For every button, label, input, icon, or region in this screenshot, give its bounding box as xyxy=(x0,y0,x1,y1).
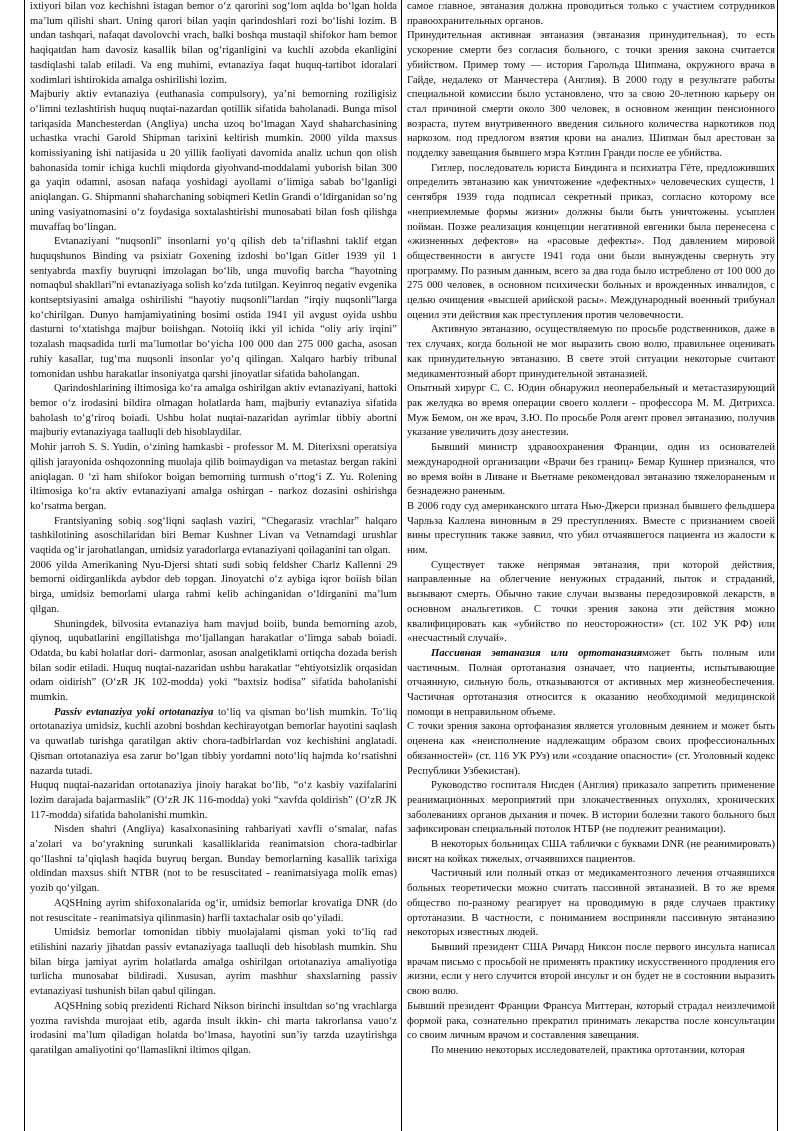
paragraph: Evtanaziyani “nuqsonli” insonlarni yo‘q qilish deb ta’riflashni taklif etgan huquqshunos Binding va psixiatr Goxening izdoshi bo‘lgan Gitler 1939 yil 1 sentyabrda maxfiy buyruqni imzolagan bo‘lib, unga muvofiq barcha “hayotning nomaqbul shakllari”ni evtanaziyaga solish ko‘zda tutilgan. Keyinroq negativ evgenika kontseptsiyasini amalga oshirilishi “hayotiy nuqsonli”lardan “irqiy nuqsonli”larga ko‘chirilgan. Dunyo hamjamiyatining bosimi ostida 1941 yil avgust oyida ushbu dasturni to‘xtatishga majbur boiishgan. Notoiiq ikki yil ichida “oliy ariy irqini” tozalash maqsadida turli ma’lumotlar bo‘yicha 100 000 dan 275 000 gacha, asosan ruhiy kasallar, tug‘ma nuqsonli insonlar yo‘q qilingan. Xalqaro harbiy tribunal tomonidan ushbu harakatlar insoniyatga qarshi jinoyatlar sifatida baholangan. xyxy=(30,236,397,380)
paragraph: Бывший президент США Ричард Никсон после первого инсульта написал врачам письмо с просьбой не применять практику искусственного продления его жизни, если у него случится второй инсульт и он будет не в состоянии выразить свою волю. xyxy=(407,942,775,998)
paragraph xyxy=(30,706,397,780)
uzbek-text-column xyxy=(25,0,402,1131)
paragraph: Гитлер, последователь юриста Биндинга и психиатра Гёте, предложивших определить эвтаназию как уничтожение «дефектных» человеческих существ, 1 сентября 1939 года подписал секретный приказ, согласно которому все «неприемлемые формы жизни» должны были быть уничтожены. усыплен пойман. Позже реализация концепции негативной евгеники была перенесена с «жизненных дефектов» на «расовые дефекты». Под давлением мировой общественности в августе 1941 года они были вынуждены свернуть эту программу. По разным данным, всего за два года было истреблено от 100 000 до 275 000 человек, в основном психически больных и врожденных инвалидов, с целью очищения «высшей арийской расы». Международный военный трибунал оценил эти действия как преступления против человечности. xyxy=(407,162,775,321)
paragraph: Qarindoshlarining iltimosiga ko‘ra amalga oshirilgan aktiv evtanaziyani, hattoki bemor o‘z irodasini bildira olmagan holatlarda ham, majburiy evtanaziya sifatida baholash to‘g‘riroq boiadi. Ushbu holat nuqtai-nazaridan ayrimlar tibbiy abortni majburiy evtanaziyaga taalluqli deb hisoblaydilar. xyxy=(30,383,397,439)
paragraph: AQSHning ayrim shifoxonalarida og‘ir, umidsiz bemorlar krovatiga DNR (do not resuscitate - reanimatsiya qilinmasin) harfli taxtachalar osib qo‘yiladi. xyxy=(30,897,397,924)
paragraph-text: может быть полным или частичным. Полная ортотаназия означает, что пациенты, испытывающие отчаянную, сильную боль, отказываются от активных мер жизнеобеспечения. Частичная ортотаназия относится к оказанию необходимой медицинской помощи в неправильном объеме. xyxy=(407,647,775,718)
paragraph: Активную эвтаназию, осуществляемую по просьбе родственников, даже в тех случаях, когда больной не мог выразить свою волю, правильнее оценивать как принудительную эвтаназию. В свете этой ситуации некоторые считают медикаментозный аборт принудительной эвтаназией. xyxy=(407,324,775,380)
paragraph: Частичный или полный отказ от медикаментозного лечения отчаявшихся больных теоретически можно считать пассивной эвтаназией. В то же время общество по-разному реагирует на проводимую в ряде случаев практику ортотаназии. В частности, с пониманием восприняли пассивную эвтаназию некоторых известных людей. xyxy=(407,868,775,939)
paragraph: Umidsiz bemorlar tomonidan tibbiy muolajalami qisman yoki to‘liq rad etilishini nazariy jihatdan passiv evtanaziyaga taalluqli deb hisoblash mumkin. Shu bilan birga jamiyat ayrim holatlarda amalga oshirilgan ortotanaziya amaliyotiga turlicha munosabat bildiradi. Xususan, ayrim mashhur shaxslarning passiv evtanaziyasi tushunish bilan qabul qilingan. xyxy=(30,927,397,998)
document-page xyxy=(24,0,778,1131)
paragraph: ixtiyori bilan voz kechishni istagan bemor o‘z qarorini sog‘lom aqlda bo‘lgan holda ma’lum qilishi shart. Uning qarori bilan yaqin qarindoshlari rozi bo‘lishi lozim. B undan tashqari, nafaqat davolovchi vrach, balki boshqa mustaqil shifokor ham bemor haqiqatdan ham davosiz kasallik bilan og‘riganligini va kuchli azobda ekanligini tasdiqlashi talab etiladi. Va eng muhimi, evtanaziya faqat huquq-tartibot idoralari xodimlari ishtirokida amalga oshirilishi lozim. xyxy=(30,1,397,86)
russian-text-column xyxy=(402,0,779,1131)
paragraph: Shuningdek, bilvosita evtanaziya ham mavjud boiib, bunda bemorning azob, qiynoq, uqubatlarini engillatishga mo‘ljallangan harakatlar o‘limga sabab boiadi. Odatda, bu kabi holatlar dori- darmonlar, asosan analgetiklami ortiqcha dozada berish bilan sodir etiladi. Huquq nuqtai-nazaridan ushbu harakatlar “ehtiyotsizlik orqasidan odam oidirish” (O‘zR JK 102-modda) yoki “baxtsiz hodisa” sifatida baholanishi mumkin. xyxy=(30,618,397,704)
paragraph: Руководство госпиталя Нисден (Англия) приказало запретить применение реанимационных мероприятий при злокачественных опухолях, хронических заболеваниях органов дыхания и почек. В истории болезни такого больного был зафиксирован специальный потолок НТБР (не подлежит реанимации). xyxy=(407,780,775,836)
paragraph: Frantsiyaning sobiq sog‘liqni saqlash vaziri, “Chegarasiz vrachlar” halqaro tashkilotining asoschilaridan biri Bemar Kushner Livan va Vetnamdagi urushlar vaqtida og‘ir jarohatlangan, umidsiz yaradorlarga evtanaziyani qoilaganini tan olgan. xyxy=(30,515,397,557)
term-heading: Пассивная эвтаназия или ортотаназия xyxy=(431,647,643,659)
paragraph: Опытный хирург С. С. Юдин обнаружил неоперабельный и метастазирующий рак желудка во время операции своего коллеги - профессора М. М. Дитрихса. Муж Бемом, он же врач, З.Ю. По просьбе Роля агент провел эвтаназию, получив указание увеличить дозу анестезии. xyxy=(407,383,775,439)
paragraph-text: to‘liq va qisman bo‘lish mumkin. To‘liq ortotanaziya umidsiz, kuchli azobni boshdan kechirayotgan bemorlar hayotini saqlash va quwatlab turishga qaratilgan aktiv chora-tadbirlardan voz kechishini anglatadi. Qisman ortotanaziya esa zarur bo‘lgan tibbiy yordamni noto‘liq hajmda ko‘rsatishni nazarda tutadi. xyxy=(30,706,397,777)
paragraph: Nisden shahri (Angliya) kasalxonasining rahbariyati xavfli o‘smalar, nafas a’zolari va bo‘yrakning surunkali kasalliklarida reanimatsion chora-tadbirlar qo‘llashni ta’qiqlash haqida buyruq bergan. Bunday bemorlarning kasallik tarixiga oldindan maxsus shift NTBR (not to be resuscitated - reanimatsiyaga molik emas) yozib qo‘yilgan. xyxy=(30,824,397,895)
paragraph xyxy=(407,647,775,721)
paragraph: По мнению некоторых исследователей, практика ортотанзии, которая xyxy=(431,1044,745,1056)
paragraph: Принудительная активная эвтаназия (эвтаназия принудительная), то есть ускорение смерти без согласия больного, с точки зрения закона считается убийством. Пример тому — история Гарольда Шипмана, окружного врача в Гайде, недалеко от Манчестера (Англия). В 2000 году в результате работы специальной комиссии было установлено, что за свою 20-летнюю карьеру он стал причиной смерти около 300 человек, в основном женщин пенсионного возраста, путем внутривенного введения сильного количества наркотиков под наркозом. под предлогом взятия крови на анализ. Шипман был арестован за подделку завещания бывшего мэра Кэтлин Гранди после ее убийства. xyxy=(407,30,775,160)
paragraph: самое главное, эвтаназия должна проводиться только с участием сотрудников правоохранительных органов. xyxy=(407,1,775,27)
paragraph: Mohir jarroh S. S. Yudin, o‘zining hamkasbi - professor M. M. Diterixsni operatsiya qilish jarayonida oshqozonning muolaja qilib boimaydigan va metastaz bergan rakini aniqlagan. 0 ‘zi ham shifokor boigan bemorning turmush o‘rtog‘i Z. Yu. Rolening iltimosiga ko‘ra aktiv evtanaziyani amalga oshirgan - narkoz dozasini oshirishga ko‘rsatma bergan. xyxy=(30,442,397,512)
term-heading: Passiv evtanaziya yoki ortotanaziya xyxy=(54,706,214,718)
paragraph: В некоторых больницах США таблички с буквами DNR (не реанимировать) висят на койках тяжелых, отчаявшихся пациентов. xyxy=(407,839,775,865)
paragraph: Huquq nuqtai-nazaridan ortotanaziya jinoiy harakat bo‘lib, “o‘z kasbiy vazifalarini lozim darajada bajarmaslik” (O‘zR JK 116-modda) yoki “xavfda qoldirish” (O‘zR JK 117-modda) sifatida baholanishi mumkin. xyxy=(30,780,397,821)
paragraph: Бывший президент Франции Франсуа Миттеран, который страдал неизлечимой формой рака, сознательно прекратил принимать лекарства после консультации со своим личным врачом и составления завещания. xyxy=(407,1000,775,1042)
paragraph: AQSHning sobiq prezidenti Richard Nikson birinchi insultdan so‘ng vrachlarga yozma ravishda murojaat etib, agarda insult ikkin- chi marta takrorlansa vauo‘z irodasini ma’lum qiladigan holatda bo‘lmasa, hayotini sun’iy tarzda uzaytirishga qaratilgan amaliyotini qo‘llamaslikni iltimos qilgan. xyxy=(30,1000,397,1056)
paragraph: Majburiy aktiv evtanaziya (euthanasia compulsory), ya’ni bemorning roziligisiz o‘limni tezlashtirish huquq nuqtai-nazardan qotillik sifatida baholanadi. Bunga misol tariqasida Manchesterdan (Angliya) uncha uzoq bo‘lmagan Xayd shaharchasining uchastka vrachi Garold Shipman tarixini keltirish mumkin. 2000 yilda maxsus komissiyaning ishi natijasida u 20 yillik faoliyati davomida analiz uchun qon olish bahonasida tomir ichiga kuchli miqdorda giyohvand-moddalami yuborish bilan 300 ga yaqin odamni, asosan nafaqa yoshidagi ayollami o‘limiga sabab bo‘lganligi aniqlangan. G. Shipmanni shaharchaning sobiqmeri Ketlin Grandi o‘ldirganidan so‘ng uning vasiyatnomasini o‘z foydasiga soxtalashtirishi munosabati bilan fosh qilishga muvaffaq bo‘lingan. xyxy=(30,89,397,233)
paragraph: 2006 yilda Amerikaning Nyu-Djersi shtati sudi sobiq feldsher Charlz Kallenni 29 bemorni oidirganlikda aybdor deb topgan. Jinoyatchi o‘z aybiga iqror boiish bilan birga, umidsiz bemorlami ularga rahmi kelib achinganidan o‘ldirganini ma’lum qilgan. xyxy=(30,559,397,615)
paragraph: В 2006 году суд американского штата Нью-Джерси признал бывшего фельдшера Чарльза Каллена виновным в 29 преступлениях. Вместе с признанием своей вины преступник также заявил, что убил отчаявшегося пациента из жалости к ним. xyxy=(407,500,775,557)
paragraph: Существует также непрямая эвтаназия, при которой действия, направленные на облегчение ненужных страданий, пыток и страданий, вызывают смерть. Обычно такие случаи вызваны передозировкой лекарств, в основном анальгетиков. С точки зрения закона эти действия можно квалифицировать как «убийство по неосторожности» (ст. 102 УК РФ) или «несчастный случай». xyxy=(407,559,775,645)
paragraph: С точки зрения закона ортофаназия является уголовным деянием и может быть оценена как «неисполнение надлежащим образом своих профессиональных обязанностей» (ст. 116 УК РУз) или «создание опасности» (ст. Уголовный кодекс Республики Узбекистан). xyxy=(407,721,775,777)
paragraph: Бывший министр здравоохранения Франции, один из основателей международной организации «Врачи без границ» Бемар Кушнер признался, что во время войн в Ливане и Вьетнаме рекомендовал эвтаназию тяжелораненым и безнадежно раненым. xyxy=(407,442,775,498)
